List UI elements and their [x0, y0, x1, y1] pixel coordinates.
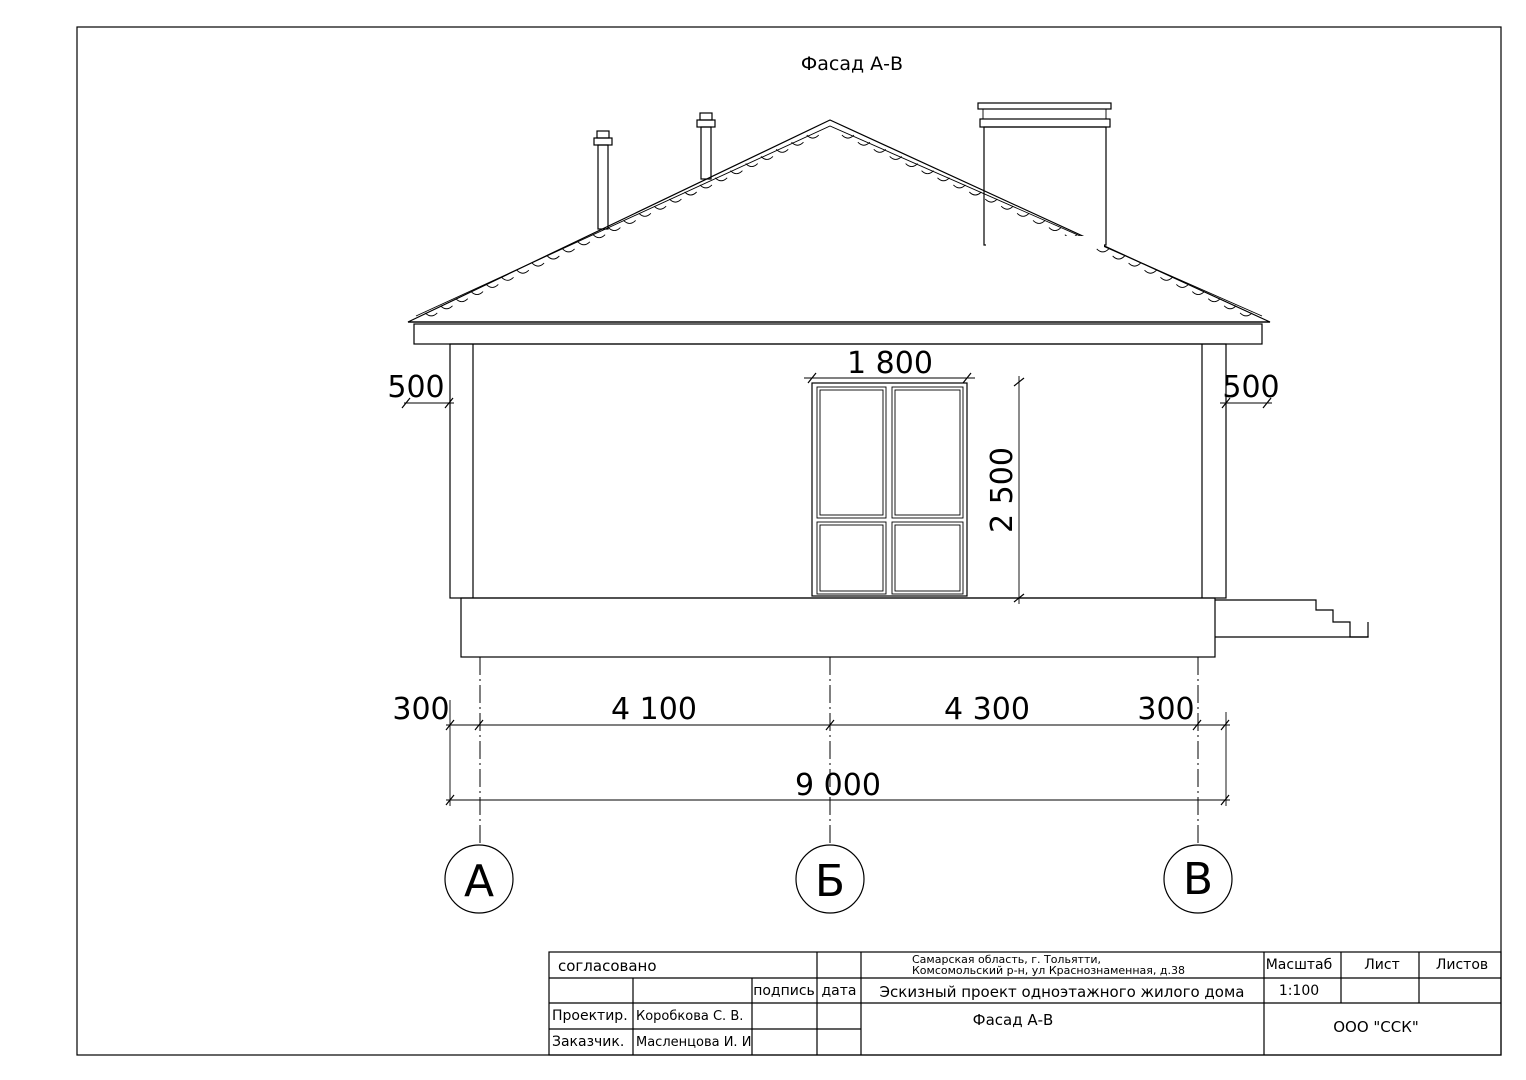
designer-name: Коробкова С. В.	[636, 1009, 744, 1024]
vent-pipe-right	[697, 113, 715, 179]
title-block	[549, 952, 1501, 1055]
dim-right-overhang: 500	[1222, 370, 1280, 405]
roof-tile	[639, 213, 651, 216]
roof-tile	[685, 192, 697, 195]
dim-right-offset: 300	[1137, 692, 1195, 727]
dim-b-v: 4 300	[944, 692, 1030, 727]
roof-tile	[1176, 284, 1188, 287]
roof-tile	[1049, 228, 1061, 231]
axis-marker-a	[445, 845, 513, 913]
roof	[408, 120, 1270, 344]
roof-tile	[471, 292, 483, 295]
signature-label: подпись	[753, 983, 815, 999]
roof-tile	[608, 228, 620, 231]
roof-tiles	[425, 135, 1252, 316]
scale-value: 1:100	[1278, 983, 1320, 999]
roof-tile	[1145, 270, 1157, 273]
dim-overall: 9 000	[795, 768, 881, 803]
roof-tile	[953, 185, 965, 188]
sheet-frame	[77, 27, 1501, 1055]
plinth	[461, 598, 1215, 657]
roof-tile	[547, 256, 559, 259]
designer-role: Проектир.	[552, 1008, 628, 1024]
roof-tile	[1017, 213, 1029, 216]
dimensions	[387, 346, 1279, 806]
roof-tile	[593, 235, 605, 238]
wall	[450, 344, 1226, 598]
customer-name: Масленцова И. И	[636, 1035, 752, 1050]
company-name: ООО "ССК"	[1333, 1018, 1419, 1036]
roof-tile	[1097, 249, 1109, 252]
roof-tile	[486, 284, 498, 287]
roof-tile	[1113, 256, 1125, 259]
roof-tile	[517, 270, 529, 273]
roof-tile	[1129, 263, 1141, 266]
sheets-label: Листов	[1435, 957, 1489, 973]
axis-label-b: Б	[814, 856, 846, 907]
roof-tile	[969, 192, 981, 195]
date-label: дата	[821, 983, 857, 999]
axis-marker-v	[1164, 845, 1232, 913]
roof-tile	[1208, 299, 1220, 302]
sheet-title: Фасад А-В	[972, 1011, 1054, 1029]
roof-tile	[1160, 277, 1172, 280]
dim-left-offset: 300	[392, 692, 450, 727]
roof-tile	[532, 263, 544, 266]
drawing-title: Фасад А-В	[800, 53, 904, 75]
dim-window-width: 1 800	[847, 346, 933, 381]
chimney	[978, 103, 1111, 248]
roof-tile	[502, 277, 514, 280]
axis-label-a: А	[463, 856, 495, 907]
address-line-2: Комсомольский р-н, ул Краснознаменная, д.38	[912, 964, 1186, 977]
dim-a-b: 4 100	[611, 692, 697, 727]
entrance-steps	[1215, 600, 1368, 637]
axis-marker-b	[796, 845, 864, 913]
glazed-door	[812, 383, 967, 596]
vent-pipe-left	[594, 131, 612, 229]
dim-window-height: 2 500	[985, 447, 1020, 533]
approved-label: согласовано	[558, 957, 657, 975]
roof-tile	[563, 249, 575, 252]
dim-left-overhang: 500	[387, 370, 445, 405]
customer-role: Заказчик.	[552, 1034, 625, 1050]
roof-tile	[456, 299, 468, 302]
sheet-label: Лист	[1364, 957, 1400, 973]
roof-tile	[654, 206, 666, 209]
roof-tile	[669, 199, 681, 202]
address-line-1: Самарская область, г. Тольятти,	[912, 953, 1102, 966]
roof-tile	[1001, 206, 1013, 209]
roof-tile	[985, 199, 997, 202]
scale-label: Масштаб	[1265, 957, 1333, 973]
roof-tile	[1033, 220, 1045, 223]
project-name: Эскизный проект одноэтажного жилого дома	[879, 983, 1245, 1001]
roof-tile	[624, 220, 636, 223]
axis-label-v: В	[1182, 854, 1214, 905]
roof-tile	[1192, 292, 1204, 295]
roof-tile	[578, 242, 590, 245]
